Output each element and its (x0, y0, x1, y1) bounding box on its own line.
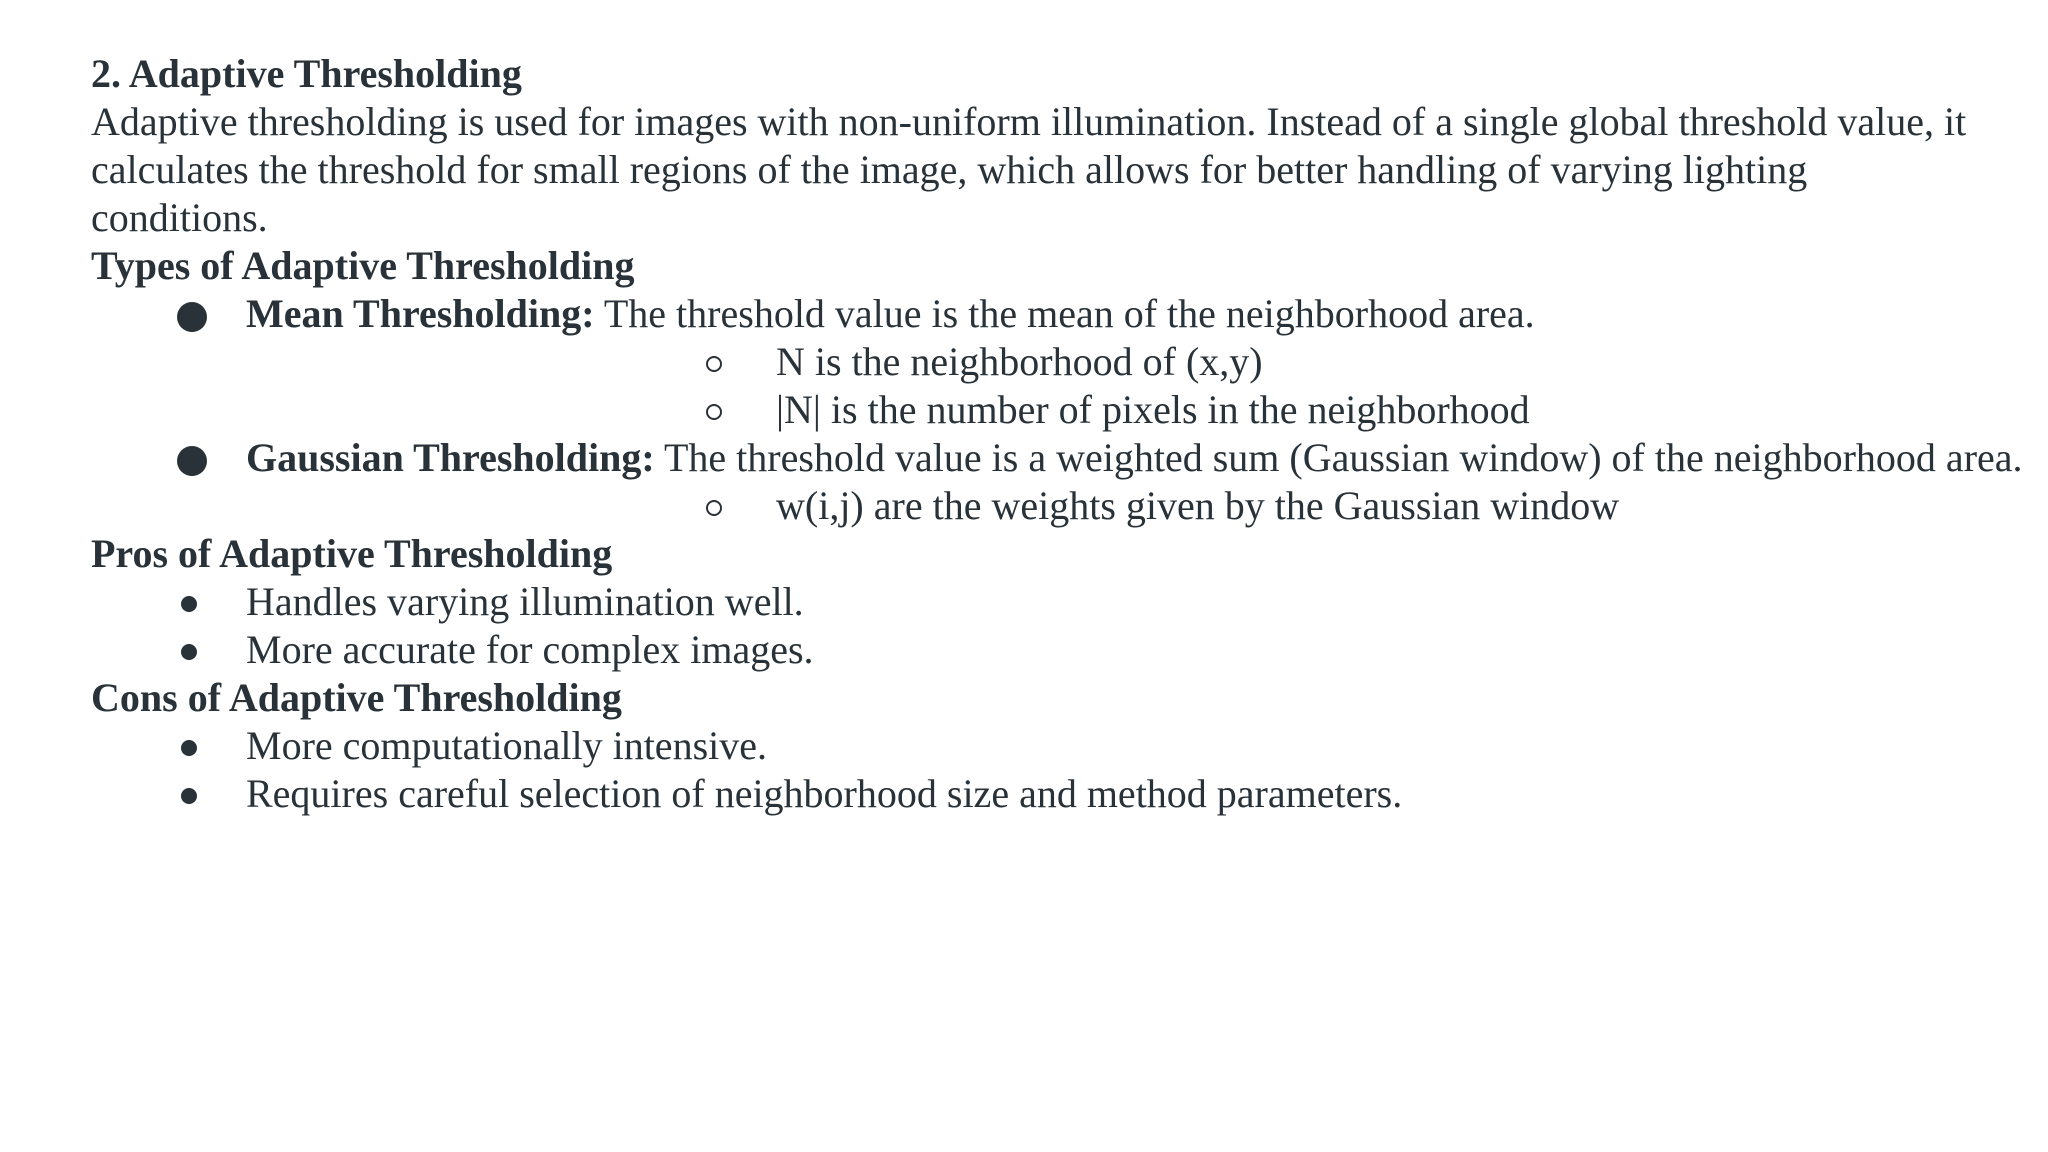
list-item-text: More accurate for complex images. (246, 627, 814, 672)
term-label: Mean Thresholding: (246, 291, 595, 336)
sub-list-item (91, 338, 1991, 386)
bullet-icon (181, 740, 197, 756)
bullet-icon (181, 596, 197, 612)
document-page (91, 50, 2023, 818)
hollow-bullet-icon (706, 500, 722, 516)
sub-item-text: w(i,j) are the weights given by the Gaussian window (776, 483, 1620, 528)
sub-item-text: N is the neighborhood of (x,y) (776, 339, 1263, 384)
section-title: 2. Adaptive Thresholding (91, 51, 522, 96)
term-description: The threshold value is the mean of the neighborhood area. (594, 291, 1535, 336)
list-item-mean-thresholding (91, 290, 2046, 338)
pros-heading: Pros of Adaptive Thresholding (91, 531, 613, 576)
bullet-icon (177, 446, 207, 476)
sub-list-item (91, 386, 1991, 434)
sub-item-text: |N| is the number of pixels in the neighborhood (776, 387, 1530, 432)
intro-paragraph: Adaptive thresholding is used for images with non-uniform illumination. Instead of a single global threshold value, it calculates the threshold for small regions of the image, which allows for better handling of varying lighting conditions. (91, 99, 1967, 240)
bullet-icon (177, 302, 207, 332)
sub-list-item (91, 482, 1991, 530)
term-description: The threshold value is a weighted sum (Gaussian window) of the neighborhood area. (654, 435, 2023, 480)
list-item-text: More computationally intensive. (246, 723, 767, 768)
list-item (91, 722, 2046, 770)
list-item-gaussian-thresholding (91, 434, 2046, 482)
list-item-text: Requires careful selection of neighborhood size and method parameters. (246, 771, 1403, 816)
term-label: Gaussian Thresholding: (246, 435, 655, 480)
bullet-icon (181, 644, 197, 660)
bullet-icon (181, 788, 197, 804)
hollow-bullet-icon (706, 404, 722, 420)
list-item (91, 578, 2046, 626)
types-heading: Types of Adaptive Thresholding (91, 243, 635, 288)
list-item-text: Handles varying illumination well. (246, 579, 804, 624)
hollow-bullet-icon (706, 356, 722, 372)
cons-heading: Cons of Adaptive Thresholding (91, 675, 622, 720)
list-item (91, 770, 2046, 818)
list-item (91, 626, 2046, 674)
